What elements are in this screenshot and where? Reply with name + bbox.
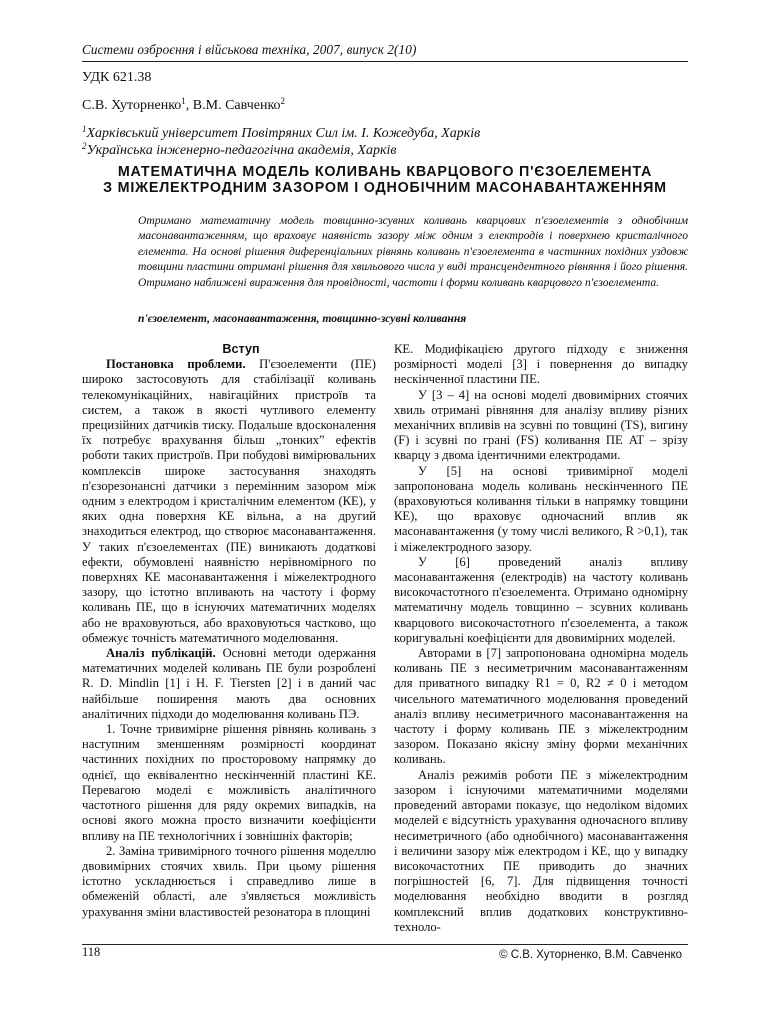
copyright: © С.В. Хуторненко, В.М. Савченко: [499, 949, 682, 961]
udk-code: УДК 621.38: [82, 70, 152, 85]
affiliation-1: [82, 124, 480, 142]
problem-lead: Постановка проблеми.: [106, 357, 246, 372]
author-1-mark: 1: [181, 96, 186, 106]
author-1: С.В. Хуторненко: [82, 98, 182, 113]
author-2-mark: 2: [280, 96, 286, 106]
paragraph-approach-1: 1. Точне тривимірне рішення рівнянь коливань з наступним зменшенням розмірності координат частинних похідних по просторовому напрямку до однієї, що еквівалентно нескінченній пластині КЕ. Перевагою моделі є можливість аналітичного частотного рішення для ряду окремих випадків, на основі якого можна просто визначити коефіцієнти впливу на ПЕ технологічних і зовнішніх факторів;: [82, 722, 376, 843]
affiliation-2-text: Українська інженерно-педагогічна академія, Харків: [86, 143, 397, 158]
footer-rule: [82, 944, 688, 945]
paragraph-ref-5: У [5] на основі тривимірної моделі запропонована модель коливань нескінченного ПЕ (враховуються коливання тільки в напрямку товщини КЕ), що враховує одночасний вплив як масонавантаження (у тому числі великого, R >0,1), так і міжелектродного зазору.: [394, 463, 688, 554]
title-line-1: МАТЕМАТИЧНА МОДЕЛЬ КОЛИВАНЬ КВАРЦОВОГО П'ЄЗОЕЛЕМЕНТА: [117, 164, 653, 180]
paragraph-analysis: [82, 646, 376, 722]
paragraph-ref-3-4: У [3 – 4] на основі моделі двовимірних стоячих хвиль отримані рівняння для аналізу впливу різних механічних впливів на зсувні по товщині (TS), вигину (F) і зсувні по грані (FS) коливання ПЕ AT – зрізу кварцу з двома ідентичними електродами.: [394, 387, 688, 463]
abstract: Отримано математичну модель товщинно-зсувних коливань кварцових п'єзоелементів з однобічним масонавантаженням, що враховує наявність зазору між одним з електродів і поверхнею кристалічного елемента. На основі рішення диференціальних рівнянь коливань п'єзоелемента в частинних похідних уздовж товщини пластини отримані рішення для хвильового числа у виді трансцендентного рівняння і його рішення. Отримано наближені вираження для провідності, частоти і форми коливань кварцового п'єзоелемента.: [138, 214, 688, 289]
journal-header: Системи озброєння і військова техніка, 2007, випуск 2(10): [82, 42, 417, 57]
right-column: [394, 342, 688, 935]
affiliation-1-mark: 1: [82, 124, 87, 134]
section-title: Вступ: [222, 342, 260, 356]
problem-text: П'єзоелементи (ПЕ) широко застосовують для стабілізації коливань телекомунікаційних, навігаційних пристроїв та систем, а також в якості чутливого елементу прецизійних датчиків тиску. Подальше вдосконалення їх потребує врахування більш „тонких” ефектів роботи таких пристроїв. При побудові вимірювальних комплексів широке застосування знаходять п'єзорезонансні датчики з перемінним зазором між одним з електродом і кристалічним елементом (КЕ), у яких одна поверхня КЕ вільна, а на другий знаходиться електрод, що створює масонавантаження. У таких п'єзоелементах (ПЕ) виникають додаткові ефекти, обумовлені наявністю нерівномірного по поверхнях КЕ масонавантаження і міжелектродного зазору, що істотно впливають на частоту і форму коливань ПЕ, що в існуючих математичних моделях або не враховуються, або враховуються частково, що обмежує точність математичного моделювання.: [82, 357, 376, 645]
paragraph-ref-7: Авторами в [7] запропонована одномірна модель коливань ПЕ з несиметричним масонавантаженням для приватного випадку R1 = 0, R2 ≠ 0 і методом чисельного математичного моделювання проведений аналіз впливу несиметричного масонавантаження на частоту і форму коливань ПЕ з міжелектродним зазором. Показано якісну зміну форми механічних коливань.: [394, 646, 688, 767]
analysis-lead: Аналіз публікацій.: [106, 646, 216, 661]
paragraph-problem: [82, 357, 376, 646]
affiliation-2-mark: 2: [82, 141, 87, 151]
header-rule: [82, 61, 688, 62]
author-2: В.М. Савченко: [192, 98, 281, 113]
analysis-text: Основні методи одержання математичних моделей коливань ПЕ були розроблені R. D. Mindlin [1] і H. F. Tiersten [2] і в даний час найбільше поширення мають два основних аналітичних підходи до моделювання коливань ПЭ.: [82, 646, 376, 721]
affiliation-1-text: Харківський університет Повітряних Сил ім. І. Кожедуба, Харків: [86, 126, 481, 141]
author-separator: ,: [185, 98, 193, 113]
keywords: п'єзоелемент, масонавантаження, товщинно-зсувні коливання: [138, 312, 467, 325]
paper-title: [82, 164, 688, 196]
paragraph-ref-6: У [6] проведений аналіз впливу масонавантаження (електродів) на частоту коливань високочастотного п'єзоелемента. Отримано одномірну математичну модель товщинно – зсувних коливань кварцового високочастотного п'єзоелемента, а також коригувальні коефіцієнти для двовимірних моделей.: [394, 554, 688, 645]
paragraph-approach-2: 2. Заміна тривимірного точного рішення моделлю двовимірних стоячих хвиль. При цьому рішення істотно ускладнюється і справедливо лише в обмеженій області, але з'являється можливість урахування зміни властивостей резонатора в площині: [82, 843, 376, 919]
authors-line: [82, 96, 285, 114]
title-line-2: З МІЖЕЛЕКТРОДНИМ ЗАЗОРОМ І ОДНОБІЧНИМ МАСОНАВАНТАЖЕННЯМ: [103, 180, 667, 196]
paragraph-continued: КЕ. Модифікацією другого підходу є зниження розмірності моделі [3] і повернення до випадку нескінченної пластини ПЕ.: [394, 342, 688, 387]
page-number: 118: [82, 945, 101, 959]
left-column: [82, 342, 376, 920]
paper-page: [82, 0, 688, 1024]
affiliation-2: [82, 141, 397, 159]
paragraph-modes-analysis: Аналіз режимів роботи ПЕ з міжелектродним зазором і існуючими математичними моделями проведений авторами показує, що недоліком відомих моделей є відсутність урахування одночасного впливу несиметричного (або однобічного) масонавантаження і величини зазору між електродом і КЕ, що у випадку високочастотних ПЕ приводить до значних погрішностей [6, 7]. Для підвищення точності моделювання необхідно вводити в розгляд комплексний вплив додаткових конструктивно-техноло-: [394, 767, 688, 934]
